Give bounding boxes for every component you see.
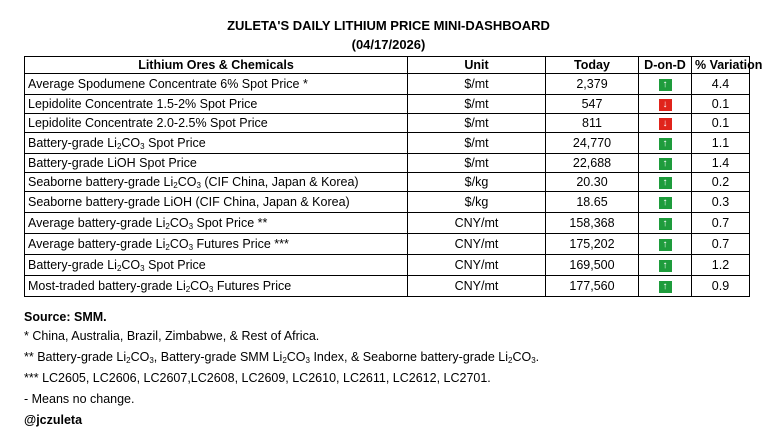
col-header-variation: % Variation (692, 57, 750, 74)
product-name: Average Spodumene Concentrate 6% Spot Price * (25, 74, 408, 95)
d-on-d-cell (639, 74, 692, 95)
unit-cell: $/mt (408, 95, 546, 114)
arrow-down-icon: ↓ (659, 118, 672, 130)
table-row (25, 234, 750, 255)
source-note: Source: SMM. (24, 310, 107, 324)
variation-value: 0.7 (692, 234, 750, 255)
product-name: Battery-grade $Li_2CO_3$ Spot Price (25, 133, 408, 154)
arrow-up-icon: ↑ (659, 197, 672, 209)
d-on-d-cell (639, 133, 692, 154)
footnote-4: - Means no change. (24, 392, 135, 406)
variation-value: 0.7 (692, 213, 750, 234)
col-header-d-on-d: D-on-D (639, 57, 692, 74)
table-row (25, 114, 750, 133)
d-on-d-cell (639, 114, 692, 133)
d-on-d-cell (639, 276, 692, 297)
unit-cell: CNY/mt (408, 234, 546, 255)
table-row (25, 173, 750, 192)
variation-value: 1.4 (692, 154, 750, 173)
unit-cell: $/mt (408, 74, 546, 95)
today-price: 811 (546, 114, 639, 133)
author-handle: @jczuleta (24, 413, 83, 427)
dashboard-date: (04/17/2026) (351, 37, 426, 52)
today-price: 169,500 (546, 255, 639, 276)
product-name: Lepidolite Concentrate 1.5-2% Spot Price (25, 95, 408, 114)
variation-value: 0.2 (692, 173, 750, 192)
table-row (25, 74, 750, 95)
d-on-d-cell (639, 213, 692, 234)
product-name: Battery-grade LiOH Spot Price (25, 154, 408, 173)
today-price: 20.30 (546, 173, 639, 192)
arrow-up-icon: ↑ (659, 281, 672, 293)
d-on-d-cell (639, 173, 692, 192)
arrow-up-icon: ↑ (659, 177, 672, 189)
variation-value: 0.1 (692, 95, 750, 114)
today-price: 22,688 (546, 154, 639, 173)
today-price: 2,379 (546, 74, 639, 95)
unit-cell: $/mt (408, 114, 546, 133)
footnote-3: *** LC2605, LC2606, LC2607,LC2608, LC2609, LC2610, LC2611, LC2612, LC2701. (24, 371, 491, 385)
variation-value: 1.1 (692, 133, 750, 154)
variation-value: 0.1 (692, 114, 750, 133)
d-on-d-cell (639, 192, 692, 213)
col-header-unit: Unit (408, 57, 546, 74)
d-on-d-cell (639, 154, 692, 173)
arrow-up-icon: ↑ (659, 158, 672, 170)
today-price: 547 (546, 95, 639, 114)
footnote-2: ** Battery-grade $Li_2CO_3$, Battery-grade SMM $Li_2CO_3$ Index, & Seaborne battery-grade $Li_2CO_3$. (24, 350, 540, 365)
table-header-row (25, 57, 750, 74)
col-header-today: Today (546, 57, 639, 74)
today-price: 177,560 (546, 276, 639, 297)
d-on-d-cell (639, 255, 692, 276)
table-row (25, 154, 750, 173)
arrow-up-icon: ↑ (659, 138, 672, 150)
arrow-down-icon: ↓ (659, 99, 672, 111)
d-on-d-cell (639, 95, 692, 114)
table-row (25, 255, 750, 276)
dashboard-title: ZULETA'S DAILY LITHIUM PRICE MINI-DASHBOARD (227, 18, 550, 33)
variation-value: 4.4 (692, 74, 750, 95)
product-name: Average battery-grade $Li_2CO_3$ Spot Price ** (25, 213, 408, 234)
product-name: Most-traded battery-grade $Li_2CO_3$ Futures Price (25, 276, 408, 297)
table-row (25, 276, 750, 297)
today-price: 158,368 (546, 213, 639, 234)
arrow-up-icon: ↑ (659, 260, 672, 272)
unit-cell: CNY/mt (408, 276, 546, 297)
unit-cell: $/kg (408, 173, 546, 192)
product-name: Battery-grade $Li_2CO_3$ Spot Price (25, 255, 408, 276)
arrow-up-icon: ↑ (659, 239, 672, 251)
unit-cell: $/mt (408, 154, 546, 173)
table-row (25, 95, 750, 114)
footnotes (24, 308, 539, 432)
table-row (25, 133, 750, 154)
today-price: 175,202 (546, 234, 639, 255)
variation-value: 0.3 (692, 192, 750, 213)
unit-cell: CNY/mt (408, 255, 546, 276)
product-name: Seaborne battery-grade LiOH (CIF China, Japan & Korea) (25, 192, 408, 213)
product-name: Average battery-grade $Li_2CO_3$ Futures Price *** (25, 234, 408, 255)
price-table (24, 56, 763, 297)
today-price: 24,770 (546, 133, 639, 154)
arrow-up-icon: ↑ (659, 79, 672, 91)
table-row (25, 192, 750, 213)
col-header-product: Lithium Ores & Chemicals (25, 57, 408, 74)
d-on-d-cell (639, 234, 692, 255)
table-row (25, 213, 750, 234)
arrow-up-icon: ↑ (659, 218, 672, 230)
variation-value: 0.9 (692, 276, 750, 297)
footnote-1: * China, Australia, Brazil, Zimbabwe, & Rest of Africa. (24, 329, 320, 343)
product-name: Lepidolite Concentrate 2.0-2.5% Spot Price (25, 114, 408, 133)
unit-cell: $/kg (408, 192, 546, 213)
today-price: 18.65 (546, 192, 639, 213)
product-name: Seaborne battery-grade $Li_2CO_3$ (CIF China, Japan & Korea) (25, 173, 408, 192)
variation-value: 1.2 (692, 255, 750, 276)
unit-cell: CNY/mt (408, 213, 546, 234)
unit-cell: $/mt (408, 133, 546, 154)
